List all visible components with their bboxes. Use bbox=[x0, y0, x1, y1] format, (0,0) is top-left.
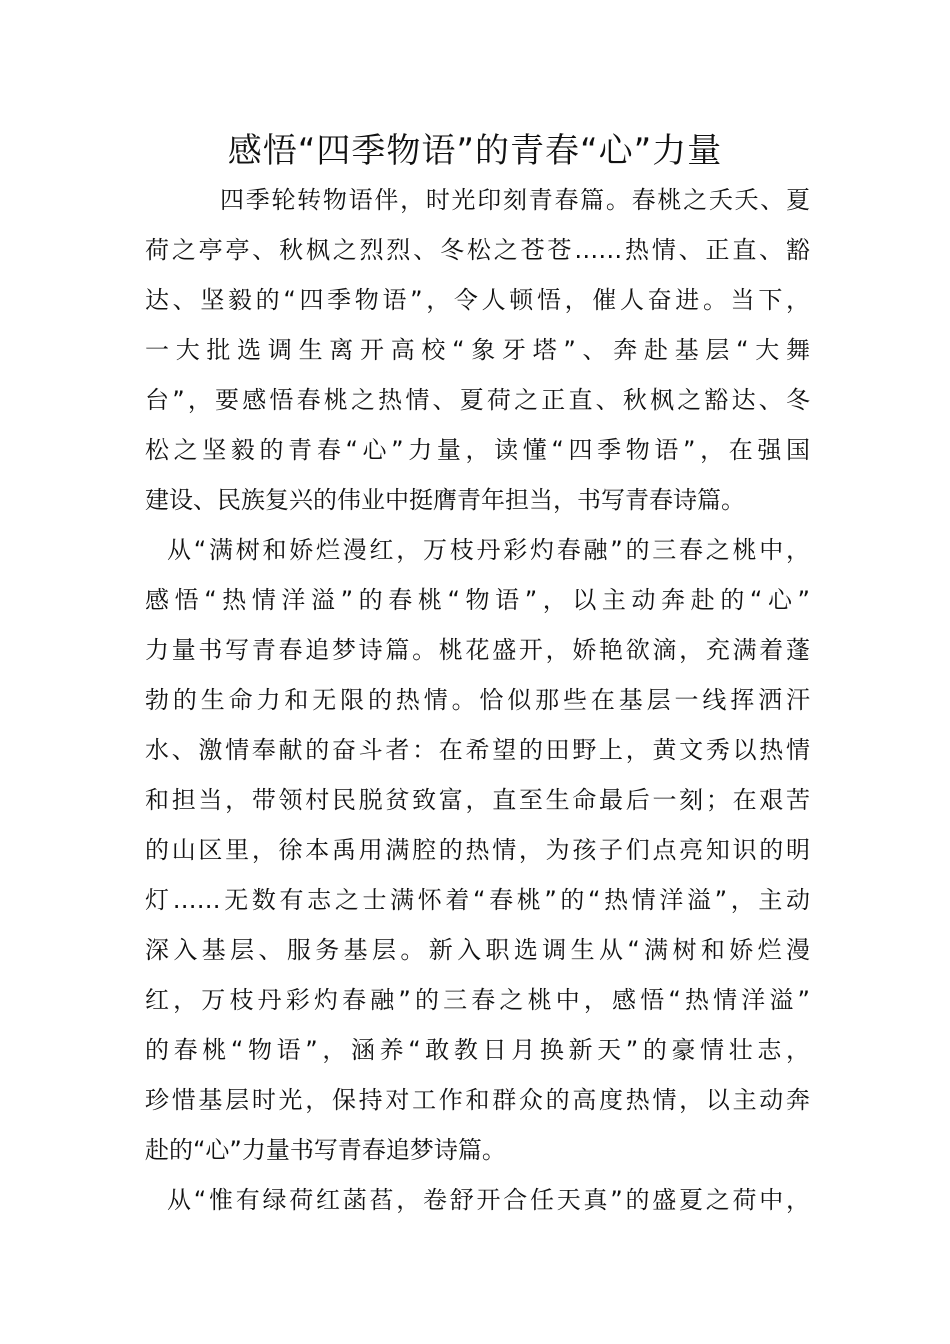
document-title: 感悟“四季物语”的青春“心”力量 bbox=[227, 131, 723, 171]
paragraph-line: 勃的生命力和无限的热情。恰似那些在基层一线挥洒汗 bbox=[145, 686, 810, 714]
paragraph-line: 深入基层、服务基层。新入职选调生从“满树和娇烂漫 bbox=[145, 936, 810, 964]
paragraph-line: 建设、民族复兴的伟业中挺膺青年担当，书写青春诗篇。 bbox=[145, 486, 745, 514]
paragraph-line: 的春桃“物语”，涵养“敢教日月换新天”的豪情壮志， bbox=[145, 1036, 810, 1064]
paragraph-line: 松之坚毅的青春“心”力量，读懂“四季物语”，在强国 bbox=[145, 436, 810, 464]
paragraph-line: 和担当，带领村民脱贫致富，直至生命最后一刻；在艰苦 bbox=[145, 786, 810, 814]
paragraph-line: 珍惜基层时光，保持对工作和群众的高度热情，以主动奔 bbox=[145, 1086, 810, 1114]
paragraph-line: 台”，要感悟春桃之热情、夏荷之正直、秋枫之豁达、冬 bbox=[145, 386, 810, 414]
paragraph-line: 水、激情奉献的奋斗者：在希望的田野上，黄文秀以热情 bbox=[145, 736, 810, 764]
paragraph-line: 赴的“心”力量书写青春追梦诗篇。 bbox=[145, 1136, 506, 1164]
paragraph-line: 感悟“热情洋溢”的春桃“物语”，以主动奔赴的“心” bbox=[145, 586, 810, 614]
paragraph-line: 荷之亭亭、秋枫之烈烈、冬松之苍苍……热情、正直、豁 bbox=[145, 236, 810, 264]
paragraph-line: 达、坚毅的“四季物语”，令人顿悟，催人奋进。当下， bbox=[145, 286, 810, 314]
paragraph-line: 红，万枝丹彩灼春融”的三春之桃中，感悟“热情洋溢” bbox=[145, 986, 810, 1014]
paragraph-line: 一大批选调生离开高校“象牙塔”、奔赴基层“大舞 bbox=[145, 336, 810, 364]
paragraph-line: 四季轮转物语伴，时光印刻青春篇。春桃之夭夭、夏 bbox=[220, 186, 810, 214]
paragraph-line: 力量书写青春追梦诗篇。桃花盛开，娇艳欲滴，充满着蓬 bbox=[145, 636, 810, 664]
paragraph-line: 从“惟有绿荷红菡萏，卷舒开合任天真”的盛夏之荷中， bbox=[167, 1186, 810, 1214]
paragraph-line: 从“满树和娇烂漫红，万枝丹彩灼春融”的三春之桃中， bbox=[167, 536, 810, 564]
paragraph-line: 的山区里，徐本禹用满腔的热情，为孩子们点亮知识的明 bbox=[145, 836, 810, 864]
paragraph-line: 灯……无数有志之士满怀着“春桃”的“热情洋溢”，主动 bbox=[145, 886, 810, 914]
